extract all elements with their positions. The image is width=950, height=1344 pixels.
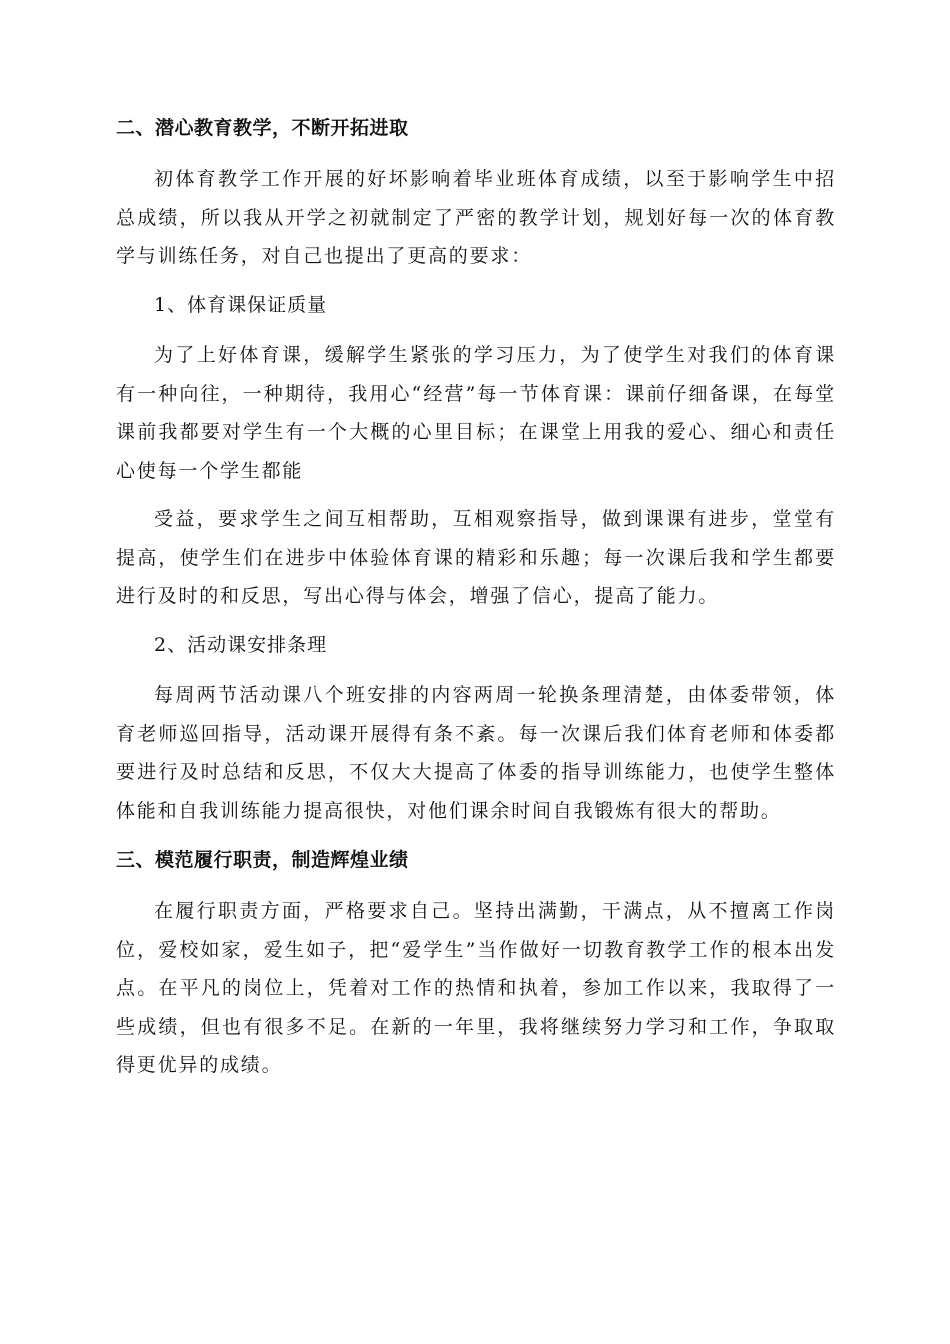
subsection-2-paragraph-1: 每周两节活动课八个班安排的内容两周一轮换条理清楚，由体委带领，体育老师巡回指导，活动课开展得有条不紊。每一次课后我们体育老师和体委都要进行及时总结和反思，不仅大大提高了体委的指导训练能力，也使学生整体体能和自我训练能力提高很快，对他们课余时间自我锻炼有很大的帮助。	[116, 684, 836, 822]
subsection-title-2: 2、活动课安排条理	[154, 633, 328, 656]
section-3-paragraph-1: 在履行职责方面，严格要求自己。坚持出满勤，干满点，从不擅离工作岗位，爱校如家，爱生如子，把“爱学生”当作做好一切教育教学工作的根本出发点。在平凡的岗位上，凭着对工作的热情和执着，参加工作以来，我取得了一些成绩，但也有很多不足。在新的一年里，我将继续努力学习和工作，争取取得更优异的成绩。	[116, 900, 836, 1076]
document-body	[116, 108, 836, 1095]
subsection-title-1: 1、体育课保证质量	[154, 293, 328, 316]
section-heading-3: 三、模范履行职责，制造辉煌业绩	[116, 849, 409, 871]
subsection-1-paragraph-2: 受益，要求学生之间互相帮助，互相观察指导，做到课课有进步，堂堂有提高，使学生们在进步中体验体育课的精彩和乐趣；每一次课后我和学生都要进行及时的和反思，写出心得与体会，增强了信心，提高了能力。	[116, 508, 836, 607]
section-2-intro-paragraph: 初体育教学工作开展的好坏影响着毕业班体育成绩，以至于影响学生中招总成绩，所以我从开学之初就制定了严密的教学计划，规划好每一次的体育教学与训练任务，对自己也提出了更高的要求：	[116, 168, 836, 267]
subsection-1-paragraph-1: 为了上好体育课，缓解学生紧张的学习压力，为了使学生对我们的体育课有一种向往，一种期待，我用心“经营”每一节体育课：课前仔细备课，在每堂课前我都要对学生有一个大概的心里目标；在课堂上用我的爱心、细心和责任心使每一个学生都能	[116, 344, 836, 482]
section-heading-2: 二、潜心教育教学，不断开拓进取	[116, 117, 409, 139]
